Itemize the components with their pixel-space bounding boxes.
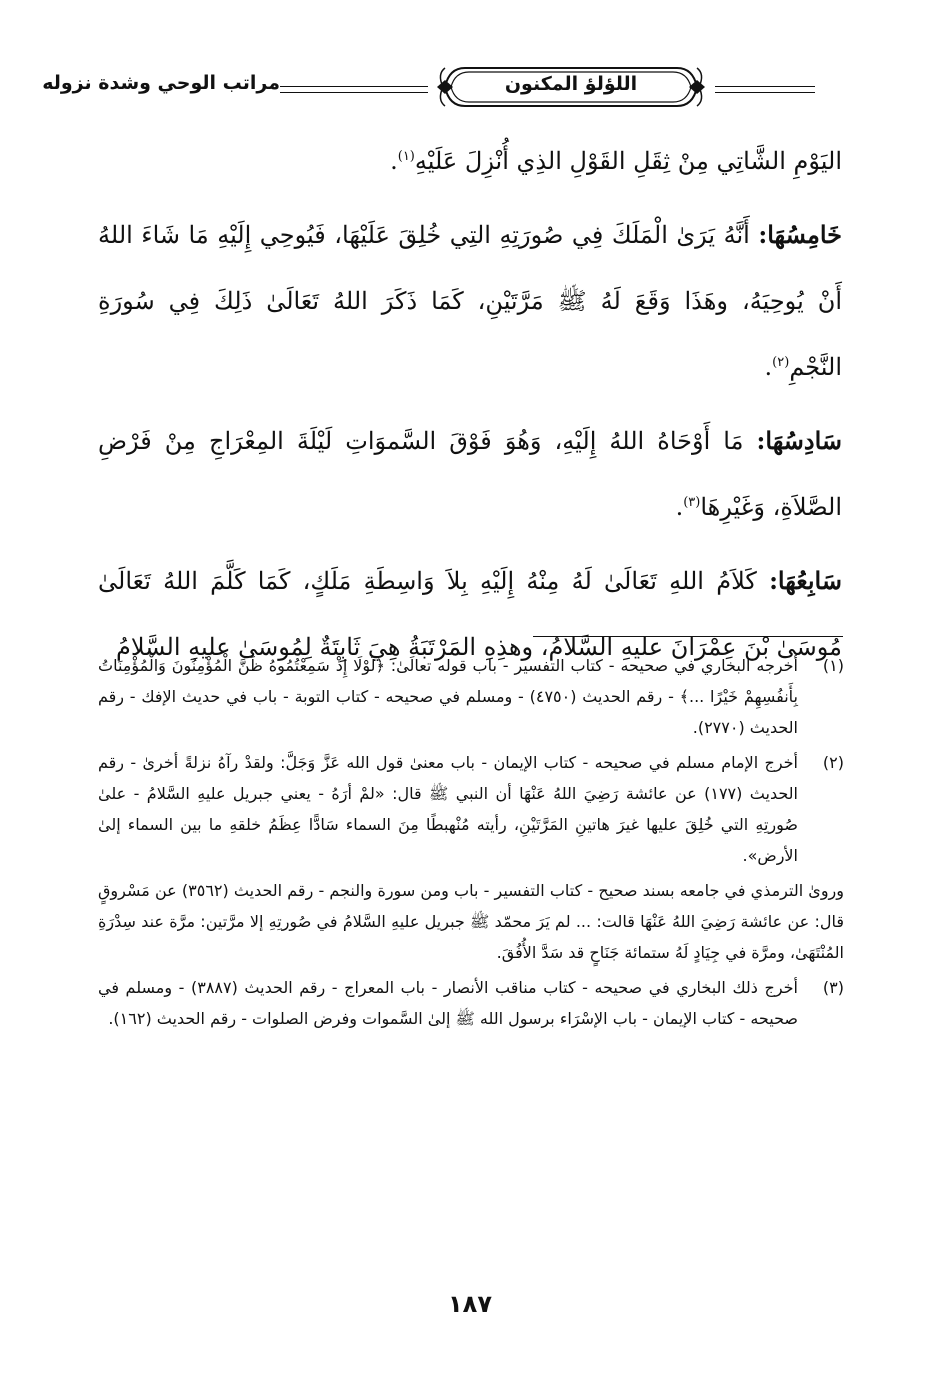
footnote-text: أخرجه البخاري في صحيحه - كتاب التفسير - باب قوله تعالَىٰ: ﴿لَوْلَا إِذْ سَمِعْتُمُوهُ ظَنَّ الْمُؤْمِنُونَ وَالْمُؤْمِنَاتُ بِأَنفُسِهِمْ خَيْرًا ...﴾ - رقم الحديث (٤٧٥٠) - ومسلم في صحيحه - كتاب التوبة - باب في حديث الإفك - رقم الحديث (٢٧٧٠).: [98, 656, 798, 737]
paragraph-fifth: خَامِسُهَا: أَنَّهُ يَرَىٰ الْمَلَكَ فِي صُورَتِهِ التِي خُلِقَ عَلَيْهَا، فَيُوحِي إِلَيْهِ مَا شَاءَ اللهُ أَنْ يُوحِيَهُ، وهَذَا وَقَعَ لَهُ ﷺ مَرَّتَيْنِ، كَمَا ذَكَرَ اللهُ تَعَالَىٰ ذَلِكَ فِي سُورَةِ النَّجْمِ$^{(٢)}$.: [98, 220, 842, 381]
footnote-number: (٢): [822, 753, 844, 772]
page-number: ١٨٧: [448, 1290, 492, 1318]
paragraph-sixth: سَادِسُهَا: مَا أَوْحَاهُ اللهُ إِلَيْهِ، وَهُوَ فَوْقَ السَّموَاتِ لَيْلَةَ المِعْرَاجِ مِنْ فَرْضِ الصَّلاَةِ، وَغَيْرِهَا$^{(٣)}$.: [98, 426, 842, 521]
footnote-3: [98, 972, 844, 1034]
main-text: [98, 128, 842, 688]
book-title-ornament: [435, 62, 707, 112]
paragraph-lead: سَابِعُهَا:: [769, 566, 842, 595]
footnote-text: أخرج ذلك البخاري في صحيحه - كتاب مناقب الأنصار - باب المعراج - رقم الحديث (٣٨٨٧) - ومسلم في صحيحه - كتاب الإيمان - باب الإسْرَاء برسول الله ﷺ إلىٰ السَّموات وفرض الصلوات - رقم الحديث (١٦٢).: [98, 978, 798, 1028]
footnote-2-continuation: ورویٰ الترمذي في جامعه بسند صحيح - كتاب التفسير - باب ومن سورة والنجم - رقم الحديث (٣٥٦٢) عن مَسْروقٍ قال: عن عائشة رَضِيَ اللهُ عَنْهَا قالت: ... لم يَرَ محمّد ﷺ جبريل عليهِ السَّلامُ في صُورتِهِ إلا مرَّتين: مرَّة عند سِدْرَةِ المُنْتَهَىٰ، ومرَّة في جِيَادٍ لَهُ ستمائة جَنَاحٍ قد سَدَّ الأُفُقَ.: [98, 881, 845, 962]
paragraph-lead: خَامِسُهَا:: [758, 220, 842, 249]
paragraph-continuation: اليَوْمِ الشَّاتِي مِنْ ثِقَلِ القَوْلِ الذِي أُنْزِلَ عَلَيْهِ$^{(١)}$.: [390, 147, 842, 175]
header-rule-left: [280, 86, 428, 93]
paragraph-seventh: سَابِعُهَا: كَلاَمُ اللهِ تَعَالَىٰ لَهُ مِنْهُ إِلَيْهِ بِلاَ وَاسِطَةِ مَلَكٍ، كَمَا كَلَّمَ اللهُ تَعَالَىٰ مُوسَىٰ بْنَ عِمْرَانَ عليهِ السَّلامُ، وهذِهِ المَرْتَبَةُ هِيَ ثَابِتَةٌ لِمُوسَىٰ عليهِ السَّلامُ: [98, 566, 842, 661]
paragraph-lead: سَادِسُهَا:: [756, 426, 842, 455]
footnote-ref-3: (٣): [683, 495, 701, 510]
footnote-ref-1: (١): [397, 149, 415, 164]
footnote-1: [98, 650, 844, 743]
footnote-ref-2: (٢): [772, 355, 790, 370]
footnote-separator: [533, 636, 843, 637]
footnote-text: أخرج الإمام مسلم في صحيحه - كتاب الإيمان - باب معنىٰ قول الله عَزَّ وَجَلَّ: ولقدْ رآهُ نزلةً أخرىٰ - رقم الحديث (١٧٧) عن عائشة رَضِيَ اللهُ عَنْهَا أن النبي ﷺ قال: «لمْ أرَهُ - يعني جبريل عليهِ السَّلامُ - علىٰ صُورتِهِ التي خُلِقَ عليها غيرَ هاتينِ المَرَّتَيْنِ، رأيته مُنْهبطًا مِنَ السماء سَادًّا عِظَمُ خلقهِ ما بين السماء إلىٰ الأرض».: [98, 753, 798, 865]
footnote-2: [98, 747, 844, 871]
footnote-number: (٣): [822, 978, 844, 997]
footnotes: [98, 650, 844, 1038]
header-rule-right: [715, 86, 815, 93]
running-header: [42, 62, 845, 114]
book-title: اللؤلؤ المكنون: [504, 73, 638, 95]
section-title: مراتب الوحي وشدة نزوله: [42, 72, 280, 94]
footnote-number: (١): [822, 656, 844, 675]
